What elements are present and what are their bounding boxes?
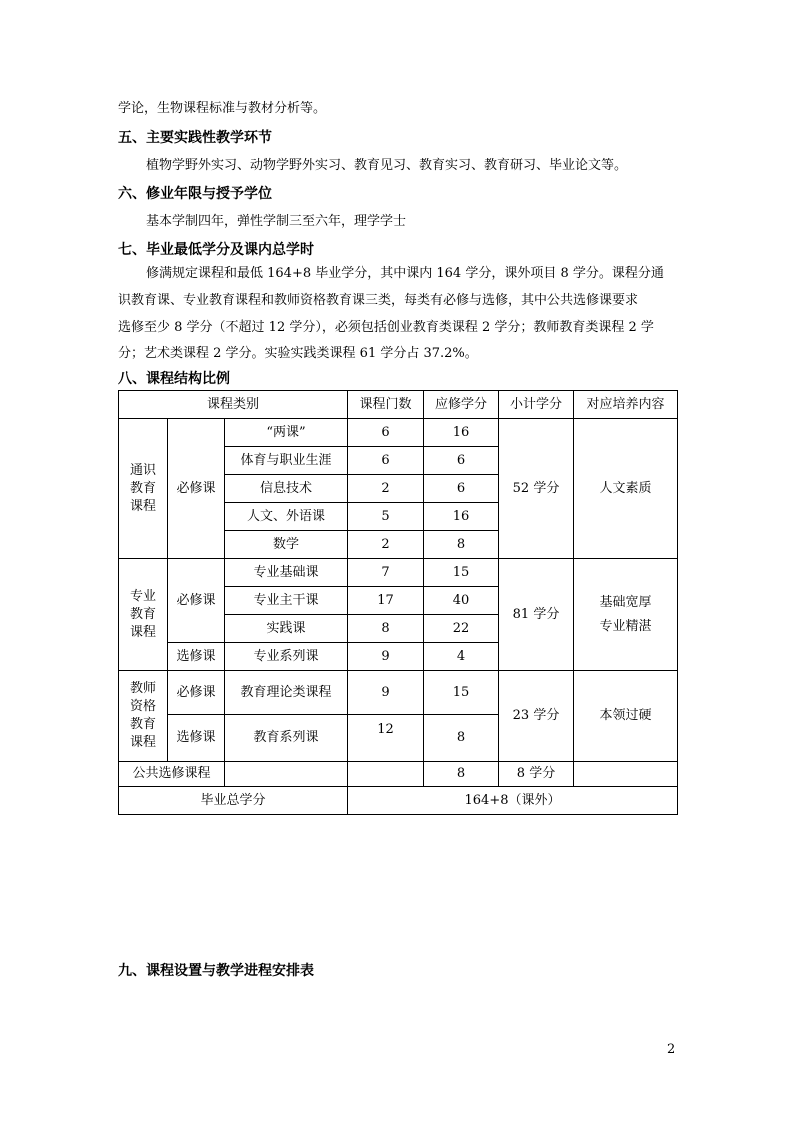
empty-cell (348, 762, 424, 787)
course-count: 2 (348, 475, 424, 503)
text-line: 学论，生物课程标准与教材分析等。 (118, 101, 327, 116)
table-header-row (119, 391, 678, 419)
total-label: 毕业总学分 (119, 787, 348, 815)
paragraph-7-line-2: 识教育课、专业教育课程和教师资格教育课三类，每类有必修与选修，其中公共选修课要求 (118, 293, 639, 308)
empty-cell (225, 762, 348, 787)
table-row (119, 559, 678, 587)
section-heading-7: 七、毕业最低学分及课内总学时 (118, 242, 314, 258)
major-elective: 选修课 (168, 643, 225, 671)
course-count: 9 (348, 671, 424, 715)
major-content: 基础宽厚 专业精湛 (574, 559, 678, 671)
public-subtotal: 8 学分 (499, 762, 574, 787)
course-count: 8 (348, 615, 424, 643)
section-heading-5: 五、主要实践性教学环节 (118, 130, 272, 146)
teacher-elective: 选修课 (168, 715, 225, 762)
header-credits: 应修学分 (424, 391, 499, 419)
section-heading-8: 八、课程结构比例 (118, 371, 230, 387)
major-subtotal: 81 学分 (499, 559, 574, 671)
general-content: 人文素质 (574, 419, 678, 559)
teacher-subtotal: 23 学分 (499, 671, 574, 762)
course-credits: 22 (424, 615, 499, 643)
major-required: 必修课 (168, 559, 225, 643)
paragraph-7-line-4: 分；艺术类课程 2 学分。实验实践类课程 61 学分占 37.2%。 (118, 346, 478, 361)
course-count: 9 (348, 643, 424, 671)
table-row (119, 762, 678, 787)
course-name: 专业系列课 (225, 643, 348, 671)
public-credits: 8 (424, 762, 499, 787)
header-category: 课程类别 (119, 391, 348, 419)
paragraph-7-line-1: 修满规定课程和最低 164+8 毕业学分，其中课内 164 学分，课外项目 8 学分。课程分通 (146, 266, 664, 281)
group-general: 通识 教育 课程 (119, 419, 168, 559)
course-structure-table (118, 390, 678, 815)
empty-cell (574, 762, 678, 787)
paragraph-5: 植物学野外实习、动物学野外实习、教育见习、教育实习、教育研习、毕业论文等。 (146, 158, 628, 173)
group-major: 专业 教育 课程 (119, 559, 168, 671)
teacher-content: 本领过硬 (574, 671, 678, 762)
course-name: 体育与职业生涯 (225, 447, 348, 475)
course-name: 信息技术 (225, 475, 348, 503)
course-name: 教育理论类课程 (225, 671, 348, 715)
course-credits: 4 (424, 643, 499, 671)
course-credits: 6 (424, 475, 499, 503)
public-elective-label: 公共选修课程 (119, 762, 225, 787)
page-number: 2 (667, 1042, 676, 1057)
course-name: 专业主干课 (225, 587, 348, 615)
course-count: 12 (348, 715, 424, 762)
course-name: 实践课 (225, 615, 348, 643)
header-count: 课程门数 (348, 391, 424, 419)
group-teacher: 教师 资格 教育 课程 (119, 671, 168, 762)
table-total-row (119, 787, 678, 815)
course-name: “两课” (225, 419, 348, 447)
section-heading-6: 六、修业年限与授予学位 (118, 186, 272, 202)
course-name: 人文、外语课 (225, 503, 348, 531)
course-credits: 15 (424, 559, 499, 587)
course-name: 专业基础课 (225, 559, 348, 587)
course-count: 6 (348, 419, 424, 447)
paragraph-6: 基本学制四年，弹性学制三至六年，理学学士 (146, 214, 407, 229)
general-subtotal: 52 学分 (499, 419, 574, 559)
header-subtotal: 小计学分 (499, 391, 574, 419)
course-credits: 40 (424, 587, 499, 615)
course-count: 17 (348, 587, 424, 615)
paragraph-7-line-3: 选修至少 8 学分（不超过 12 学分），必须包括创业教育类课程 2 学分；教师教育类课程 2 学 (118, 320, 654, 335)
course-credits: 8 (424, 715, 499, 762)
table-row (119, 671, 678, 715)
teacher-required: 必修课 (168, 671, 225, 715)
course-credits: 16 (424, 503, 499, 531)
course-count: 7 (348, 559, 424, 587)
course-count: 2 (348, 531, 424, 559)
course-credits: 6 (424, 447, 499, 475)
general-required: 必修课 (168, 419, 225, 559)
course-name: 教育系列课 (225, 715, 348, 762)
course-count: 5 (348, 503, 424, 531)
course-credits: 16 (424, 419, 499, 447)
course-name: 数学 (225, 531, 348, 559)
table-row (119, 419, 678, 447)
course-credits: 15 (424, 671, 499, 715)
total-value: 164+8（课外） (348, 787, 678, 815)
course-credits: 8 (424, 531, 499, 559)
course-count: 6 (348, 447, 424, 475)
section-heading-9: 九、课程设置与教学进程安排表 (118, 963, 314, 979)
header-content: 对应培养内容 (574, 391, 678, 419)
